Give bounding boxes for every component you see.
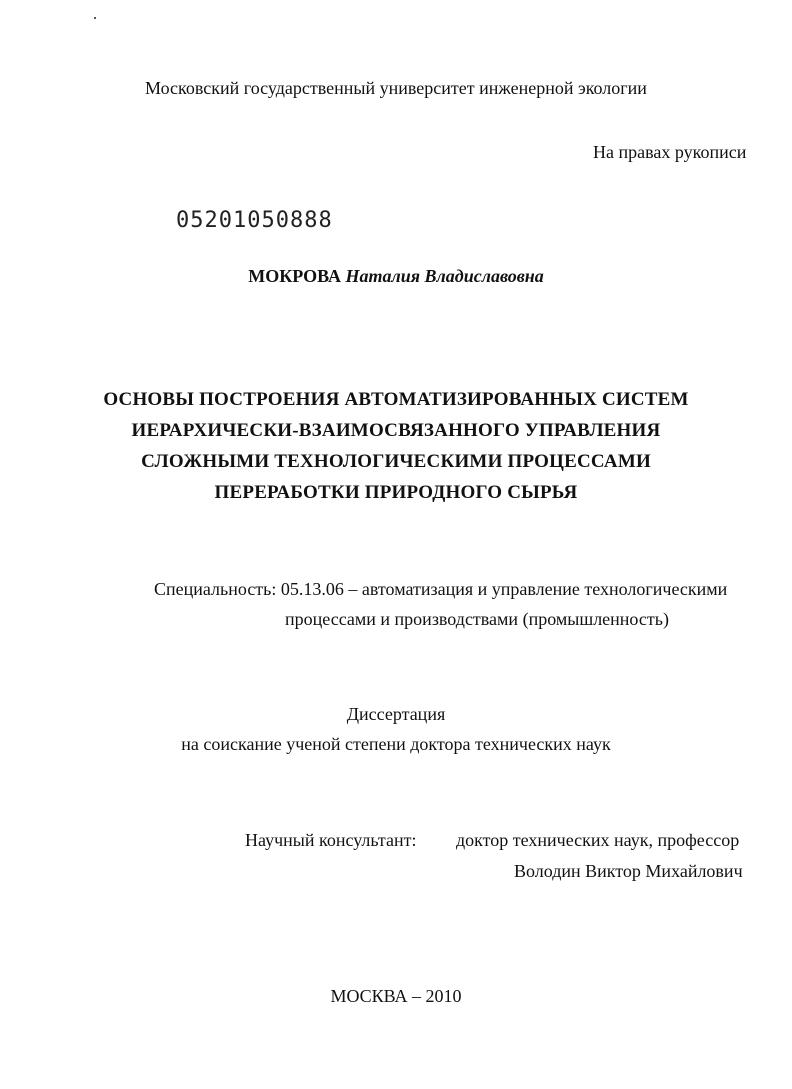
degree-statement: на соискание ученой степени доктора технических наук <box>181 734 611 754</box>
title-line: ИЕРАРХИЧЕСКИ-ВЗАИМОСВЯЗАННОГО УПРАВЛЕНИЯ <box>131 420 661 441</box>
advisor-label: Научный консультант: <box>245 830 417 850</box>
city-year: МОСКВА – 2010 <box>330 986 462 1006</box>
title-line: ПЕРЕРАБОТКИ ПРИРОДНОГО СЫРЬЯ <box>214 482 578 503</box>
dissertation-type: Диссертация <box>346 704 446 724</box>
rights-note: На правах рукописи <box>593 142 747 162</box>
specialty-line-1: Специальность: 05.13.06 – автоматизация и управление технологическими <box>154 579 728 599</box>
author-name <box>0 265 792 287</box>
author-given-names: Наталия Владиславовна <box>345 266 544 286</box>
title-line: ОСНОВЫ ПОСТРОЕНИЯ АВТОМАТИЗИРОВАННЫХ СИСТЕМ <box>103 389 689 410</box>
scan-speck <box>94 17 96 19</box>
advisor-name: Володин Виктор Михайлович <box>514 861 743 881</box>
university-name: Московский государственный университет инженерной экологии <box>145 78 647 98</box>
specialty-line-2: процессами и производствами (промышленность) <box>285 609 669 629</box>
advisor-credentials: доктор технических наук, профессор <box>456 830 740 850</box>
dissertation-title <box>0 384 792 508</box>
author-surname: МОКРОВА <box>248 266 342 286</box>
registry-number-stamp: 05201050888 <box>176 208 333 233</box>
title-line: СЛОЖНЫМИ ТЕХНОЛОГИЧЕСКИМИ ПРОЦЕССАМИ <box>141 451 651 472</box>
